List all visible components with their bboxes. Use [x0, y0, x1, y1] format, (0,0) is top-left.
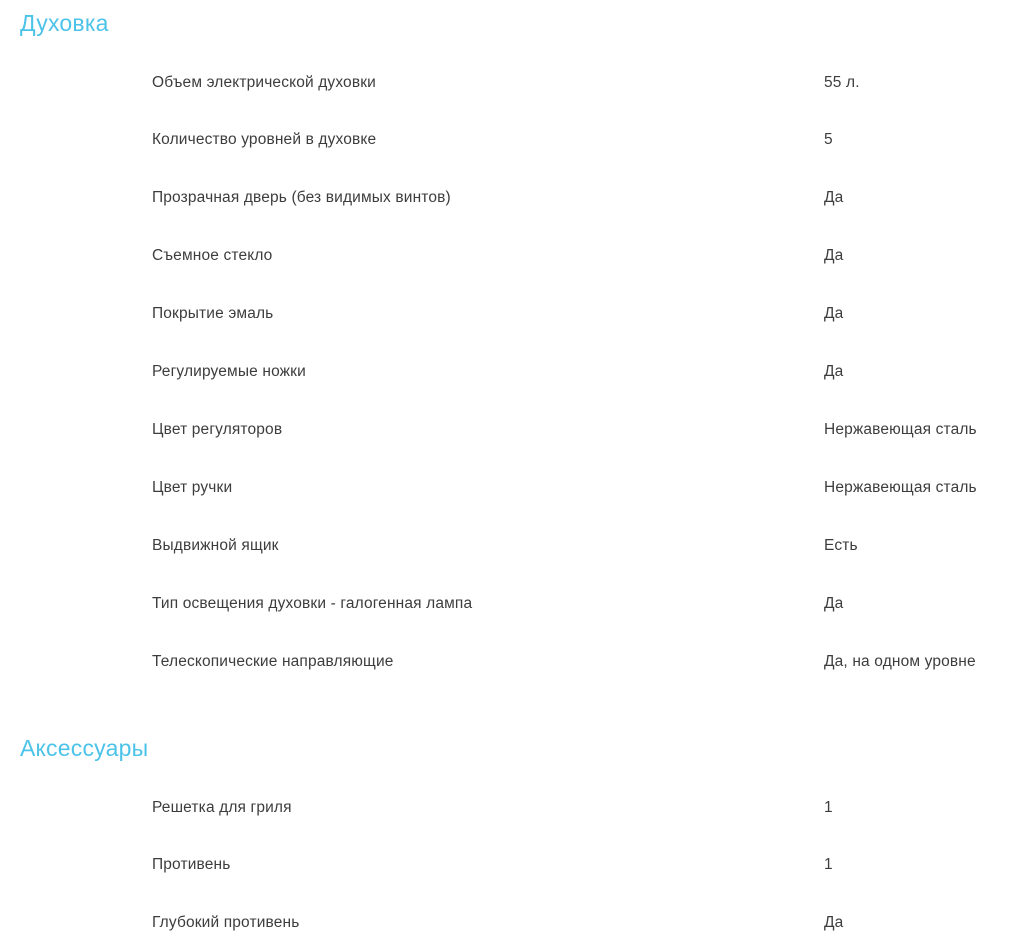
table-row: [0, 575, 1036, 633]
table-row: [0, 343, 1036, 401]
spec-name: Цвет регуляторов: [152, 421, 283, 438]
spec-value: Да, на одном уровне: [824, 653, 976, 670]
spec-name: Количество уровней в духовке: [152, 131, 377, 148]
spec-value: Да: [824, 914, 844, 931]
spec-table-accessories: [0, 778, 1036, 952]
table-row: [0, 53, 1036, 111]
spec-name: Телескопические направляющие: [152, 653, 394, 670]
table-row: [0, 401, 1036, 459]
spec-value: Нержавеющая сталь: [824, 421, 977, 438]
section-oven: [0, 10, 1036, 691]
spec-value: Нержавеющая сталь: [824, 479, 977, 496]
spec-value: Да: [824, 305, 844, 322]
table-row: [0, 778, 1036, 836]
spec-name: Глубокий противень: [152, 914, 300, 931]
spec-name: Прозрачная дверь (без видимых винтов): [152, 189, 451, 206]
spec-value: 55 л.: [824, 74, 860, 91]
spec-value: 5: [824, 131, 833, 148]
table-row: [0, 894, 1036, 952]
spec-value: Да: [824, 189, 844, 206]
table-row: [0, 633, 1036, 691]
spec-name: Съемное стекло: [152, 247, 273, 264]
spec-value: Да: [824, 363, 844, 380]
spec-value: Да: [824, 247, 844, 264]
spec-name: Покрытие эмаль: [152, 305, 274, 322]
spec-value: 1: [824, 856, 833, 873]
spec-value: Да: [824, 595, 844, 612]
spec-value: Есть: [824, 537, 858, 554]
table-row: [0, 836, 1036, 894]
section-accessories: [0, 735, 1036, 952]
spec-name: Противень: [152, 856, 231, 873]
section-title-oven: Духовка: [20, 10, 109, 36]
spec-table-oven: [0, 53, 1036, 691]
table-row: [0, 227, 1036, 285]
table-row: [0, 517, 1036, 575]
spec-name: Объем электрической духовки: [152, 74, 376, 91]
spec-name: Тип освещения духовки - галогенная лампа: [152, 595, 473, 612]
table-row: [0, 459, 1036, 517]
spec-name: Цвет ручки: [152, 479, 233, 496]
table-row: [0, 285, 1036, 343]
table-row: [0, 111, 1036, 169]
spec-name: Решетка для гриля: [152, 799, 292, 816]
table-row: [0, 169, 1036, 227]
section-title-accessories: Аксессуары: [20, 735, 149, 761]
spec-value: 1: [824, 799, 833, 816]
spec-name: Выдвижной ящик: [152, 537, 279, 554]
spec-name: Регулируемые ножки: [152, 363, 306, 380]
